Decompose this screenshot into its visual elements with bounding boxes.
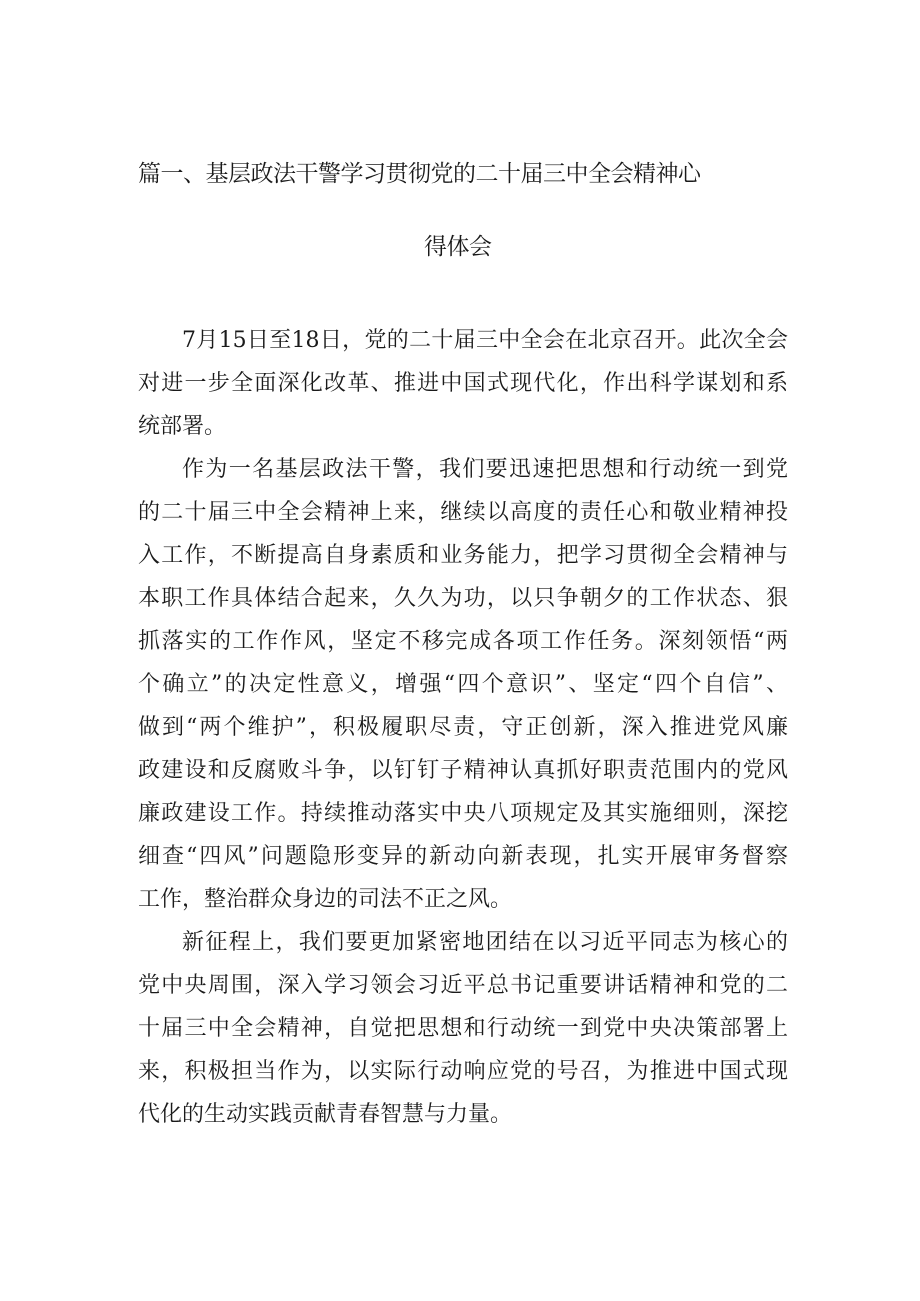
paragraph-1-line-2: 对进一步全面深化改革、推进中国式现代化，作出科学谋划和系: [138, 371, 788, 396]
paragraph-3-line-5: 代化的生动实践贡献青春智慧与力量。: [138, 1102, 513, 1127]
paragraph-2-line-6: 个确立”的决定性意义，增强“四个意识”、坚定“四个自信”、: [138, 672, 788, 697]
paragraph-2-line-4: 本职工作具体结合起来，久久为功，以只争朝夕的工作状态、狠: [138, 586, 788, 611]
paragraph-3-line-1: 新征程上，我们要更加紧密地团结在以习近平同志为核心的: [182, 930, 788, 955]
paragraph-3-line-3: 十届三中全会精神，自觉把思想和行动统一到党中央决策部署上: [138, 1016, 788, 1041]
paragraph-2-line-3: 入工作，不断提高自身素质和业务能力，把学习贯彻全会精神与: [138, 543, 788, 568]
paragraph-2-line-10: 细查“四风”问题隐形变异的新动向新表现，扎实开展审务督察: [138, 844, 788, 869]
paragraph-2-line-8: 政建设和反腐败斗争，以钉钉子精神认真抓好职责范围内的党风: [138, 758, 788, 783]
paragraph-3-line-4: 来，积极担当作为，以实际行动响应党的号召，为推进中国式现: [138, 1059, 788, 1084]
document-title-line-2: 得体会: [424, 234, 492, 260]
document-title-line-1: 篇一、基层政法干警学习贯彻党的二十届三中全会精神心: [138, 161, 701, 187]
paragraph-2-line-2: 的二十届三中全会精神上来，继续以高度的责任心和敬业精神投: [138, 500, 788, 525]
paragraph-2-line-7: 做到“两个维护”，积极履职尽责，守正创新，深入推进党风廉: [138, 715, 788, 740]
paragraph-2-line-11: 工作，整治群众身边的司法不正之风。: [138, 887, 513, 912]
paragraph-3-line-2: 党中央周围，深入学习领会习近平总书记重要讲话精神和党的二: [138, 973, 788, 998]
paragraph-2-line-9: 廉政建设工作。持续推动落实中央八项规定及其实施细则，深挖: [138, 801, 788, 826]
paragraph-2-line-5: 抓落实的工作作风，坚定不移完成各项工作任务。深刻领悟“两: [138, 629, 788, 654]
paragraph-2-line-1: 作为一名基层政法干警，我们要迅速把思想和行动统一到党: [182, 457, 788, 482]
paragraph-1-line-3: 统部署。: [138, 414, 227, 439]
paragraph-1-line-1: 7月15日至18日，党的二十届三中全会在北京召开。此次全会: [182, 328, 788, 353]
